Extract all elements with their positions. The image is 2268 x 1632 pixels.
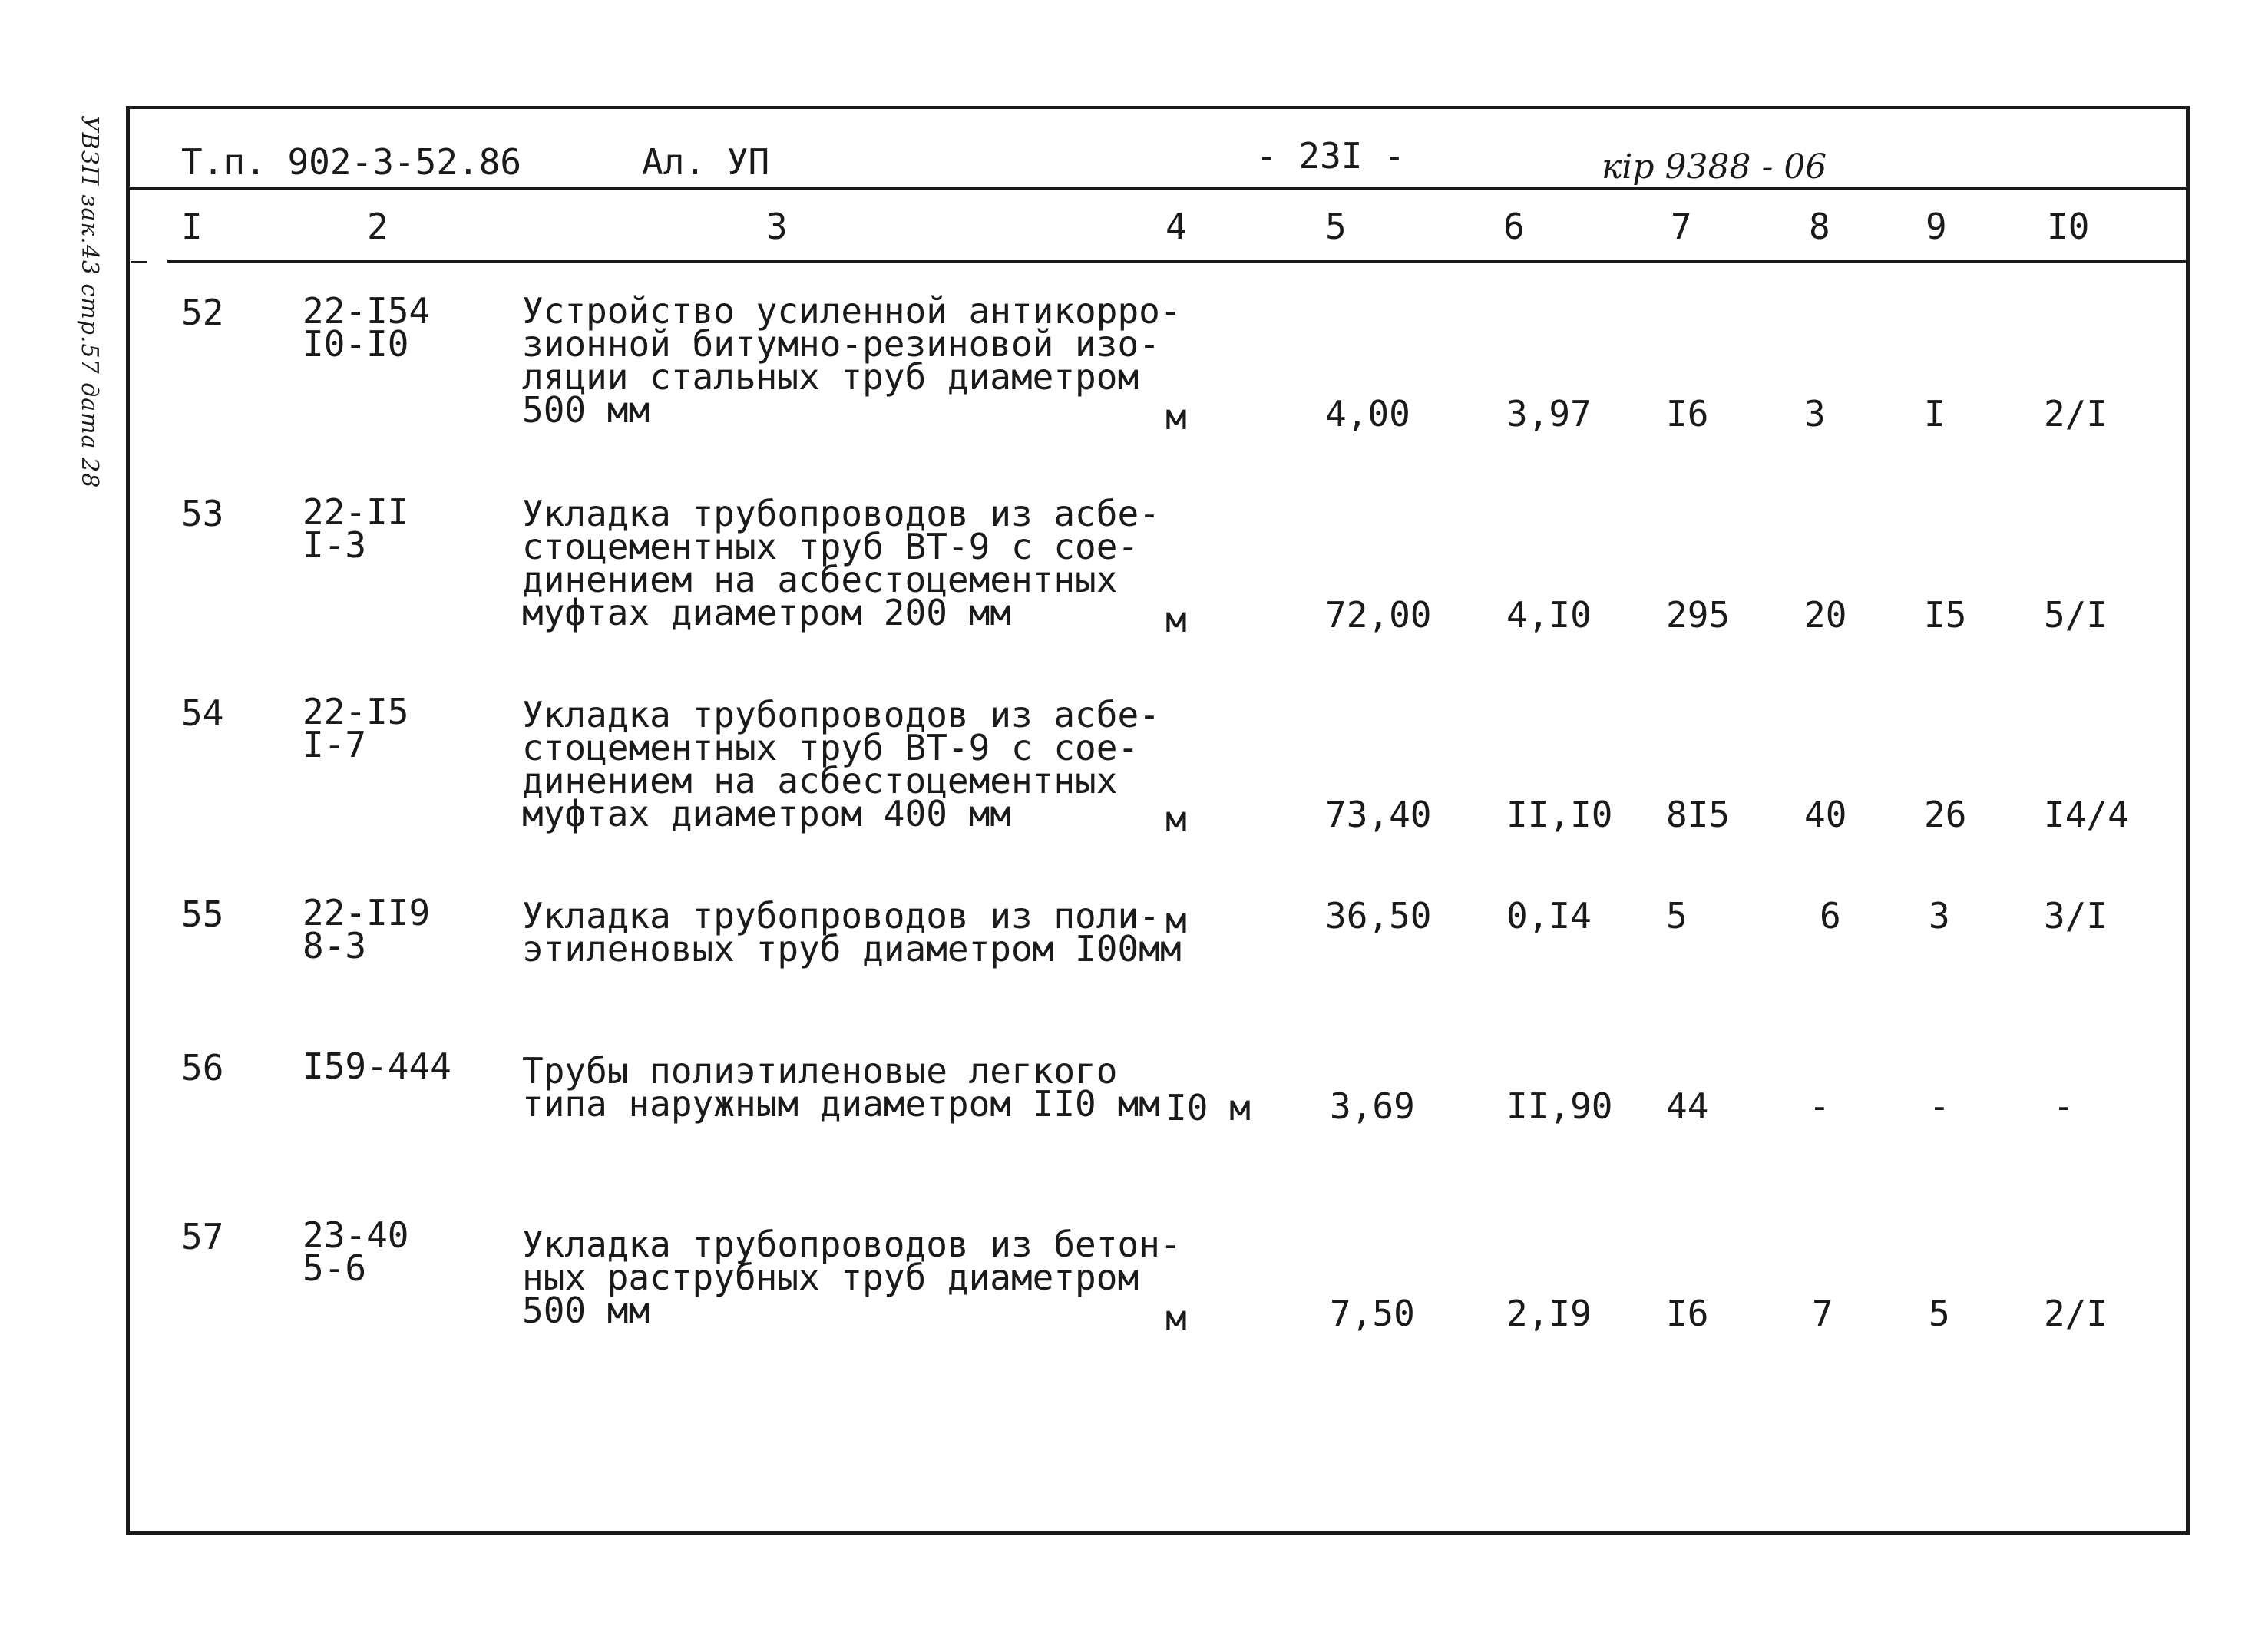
col-header-9: 9 bbox=[1926, 206, 1947, 247]
side-archive-text: УВЗП зак.43 стр.57 дата 28 bbox=[76, 115, 103, 489]
col-header-4: 4 bbox=[1165, 206, 1187, 247]
row-col9: I5 bbox=[1924, 594, 1967, 636]
row-col5: 73,40 bbox=[1325, 794, 1432, 835]
row-col8: 7 bbox=[1812, 1293, 1833, 1334]
row-col7: 44 bbox=[1666, 1085, 1709, 1127]
row-col9: 26 bbox=[1924, 794, 1967, 835]
row-number: 55 bbox=[181, 894, 224, 935]
row-col6: 4,I0 bbox=[1506, 594, 1592, 636]
row-col8: 3 bbox=[1804, 393, 1826, 434]
col-header-7: 7 bbox=[1671, 206, 1692, 247]
row-col5: 4,00 bbox=[1325, 393, 1410, 434]
inventory-number: кip 9388 - 06 bbox=[1602, 147, 1827, 187]
row-number: 54 bbox=[181, 692, 224, 734]
row-code: 22-II9 8-3 bbox=[303, 892, 431, 966]
row-col9: - bbox=[1929, 1085, 1950, 1127]
doc-code: Т.п. 902-3-52.86 bbox=[181, 141, 522, 183]
row-col10: 2/I bbox=[2044, 1293, 2108, 1334]
row-unit: м bbox=[1165, 798, 1187, 840]
row-unit: I0 м bbox=[1165, 1087, 1251, 1128]
row-col10: 2/I bbox=[2044, 393, 2108, 434]
row-col10: 3/I bbox=[2044, 895, 2108, 937]
album-label: Ал. УП bbox=[642, 141, 770, 183]
row-code: 22-I5 I-7 bbox=[303, 691, 409, 765]
col-header-10: I0 bbox=[2047, 206, 2090, 247]
row-col6: II,I0 bbox=[1506, 794, 1613, 835]
row-col8: 20 bbox=[1804, 594, 1847, 636]
row-description: Устройство усиленной антикорро- зионной битумно-резиновой изо- ляции стальных труб диаметром 500 мм bbox=[522, 290, 1182, 431]
row-col7: 295 bbox=[1666, 594, 1731, 636]
margin-tick bbox=[131, 261, 147, 263]
col-header-1: I bbox=[181, 206, 203, 247]
row-col8: 40 bbox=[1804, 794, 1847, 835]
col-header-5: 5 bbox=[1325, 206, 1347, 247]
row-col5: 7,50 bbox=[1330, 1293, 1415, 1334]
row-col7: I6 bbox=[1666, 393, 1709, 434]
row-col5: 3,69 bbox=[1330, 1085, 1415, 1127]
column-header-divider bbox=[167, 260, 2190, 263]
row-description: Укладка трубопроводов из поли- этиленовых труб диаметром I00мм bbox=[522, 895, 1182, 970]
row-col9: 3 bbox=[1929, 895, 1950, 937]
row-code: 22-II I-3 bbox=[303, 491, 409, 566]
row-col5: 72,00 bbox=[1325, 594, 1432, 636]
row-col10: 5/I bbox=[2044, 594, 2108, 636]
row-description: Трубы полиэтиленовые легкого типа наружным диаметром II0 мм bbox=[522, 1050, 1160, 1125]
row-description: Укладка трубопроводов из асбе- стоцементных труб ВТ-9 с сое- динением на асбестоцементных муфтах диаметром 200 мм bbox=[522, 493, 1160, 633]
row-code: 23-40 5-6 bbox=[303, 1214, 409, 1289]
row-col7: I6 bbox=[1666, 1293, 1709, 1334]
row-col10: - bbox=[2053, 1085, 2075, 1127]
row-code: I59-444 bbox=[303, 1046, 451, 1087]
col-header-8: 8 bbox=[1809, 206, 1830, 247]
row-col5: 36,50 bbox=[1325, 895, 1432, 937]
col-header-2: 2 bbox=[367, 206, 388, 247]
row-unit: м bbox=[1165, 396, 1187, 438]
row-col7: 8I5 bbox=[1666, 794, 1731, 835]
row-number: 56 bbox=[181, 1047, 224, 1089]
row-col6: 0,I4 bbox=[1506, 895, 1592, 937]
row-col6: 3,97 bbox=[1506, 393, 1592, 434]
side-archive-note bbox=[63, 115, 109, 489]
row-number: 57 bbox=[181, 1216, 224, 1257]
col-header-6: 6 bbox=[1503, 206, 1525, 247]
row-number: 53 bbox=[181, 493, 224, 534]
row-description: Укладка трубопроводов из асбе- стоцементных труб ВТ-9 с сое- динением на асбестоцементных муфтах диаметром 400 мм bbox=[522, 694, 1160, 834]
row-unit: м bbox=[1165, 900, 1187, 941]
row-col8: 6 bbox=[1820, 895, 1841, 937]
row-col9: 5 bbox=[1929, 1293, 1950, 1334]
row-unit: м bbox=[1165, 599, 1187, 640]
row-col9: I bbox=[1924, 393, 1946, 434]
row-col6: II,90 bbox=[1506, 1085, 1613, 1127]
row-col6: 2,I9 bbox=[1506, 1293, 1592, 1334]
header-divider bbox=[126, 187, 2190, 190]
row-unit: м bbox=[1165, 1297, 1187, 1339]
col-header-3: 3 bbox=[766, 206, 788, 247]
row-col8: - bbox=[1809, 1085, 1830, 1127]
page-number: - 23I - bbox=[1256, 135, 1405, 177]
row-code: 22-I54 I0-I0 bbox=[303, 290, 431, 365]
row-number: 52 bbox=[181, 292, 224, 333]
row-col7: 5 bbox=[1666, 895, 1688, 937]
row-description: Укладка трубопроводов из бетон- ных раструбных труб диаметром 500 мм bbox=[522, 1224, 1182, 1331]
row-col10: I4/4 bbox=[2044, 794, 2129, 835]
